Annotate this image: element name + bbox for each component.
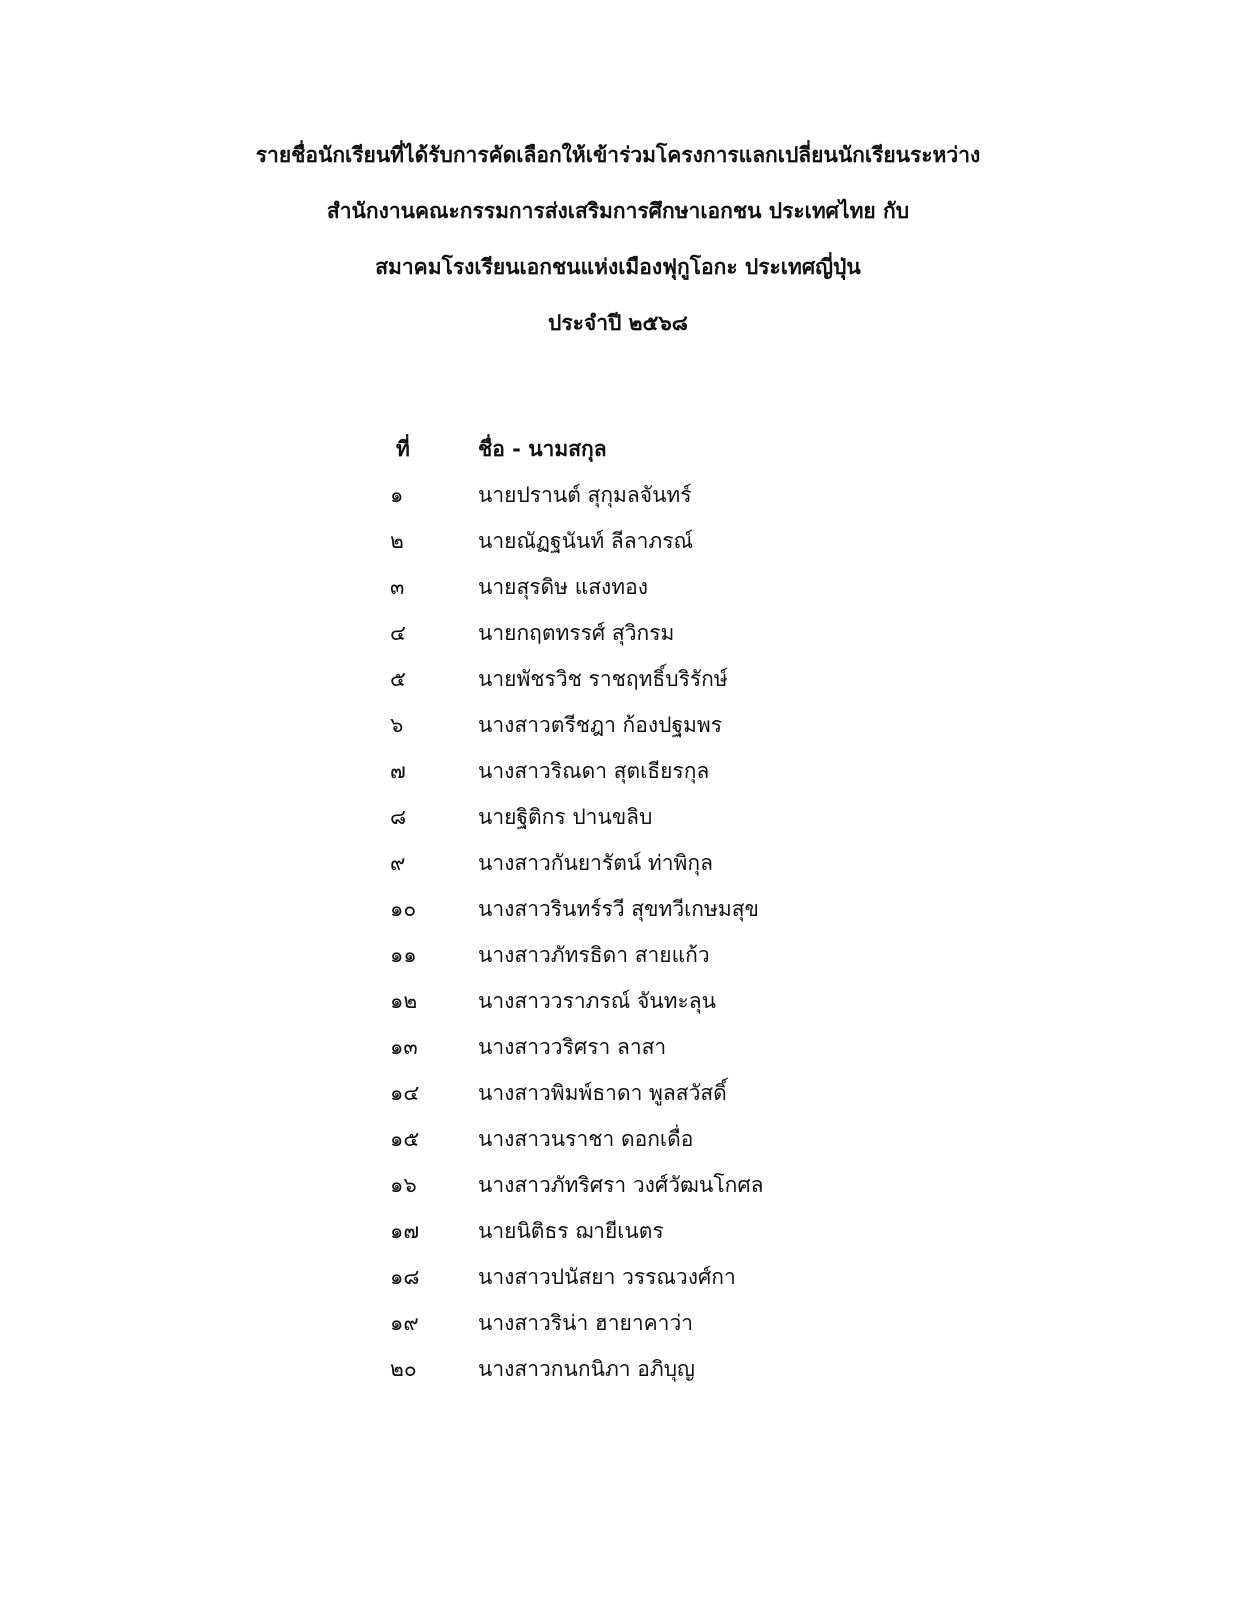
item-number: ๔ <box>390 621 406 645</box>
item-name: นางสาวกนกนิภา อภิบุญ <box>478 1357 695 1381</box>
header-name: ชื่อ - นามสกุล <box>478 437 607 461</box>
item-name: นายพัชรวิช ราชฤทธิ์บริรักษ์ <box>478 667 728 691</box>
item-name: นางสาวภัทริศรา วงศ์วัฒนโกศล <box>478 1173 764 1197</box>
item-name: นางสาวกันยารัตน์ ท่าพิกุล <box>478 851 713 875</box>
item-number: ๑๓ <box>390 1035 418 1059</box>
list-item <box>388 472 908 518</box>
title-line-1: รายชื่อนักเรียนที่ได้รับการคัดเลือกให้เข้าร่วมโครงการแลกเปลี่ยนนักเรียนระหว่าง <box>255 143 981 167</box>
item-name: นายฐิติกร ปานขลิบ <box>478 805 653 829</box>
list-item <box>388 1254 908 1300</box>
item-number: ๙ <box>390 851 406 875</box>
list-item <box>388 1162 908 1208</box>
item-name: นายกฤตทรรศ์ สุวิกรม <box>478 621 675 645</box>
item-name: นายสุรดิษ แสงทอง <box>478 575 649 599</box>
item-number: ๑๖ <box>390 1173 417 1197</box>
item-number: ๓ <box>390 575 405 599</box>
item-number: ๑ <box>390 483 404 507</box>
item-number: ๕ <box>390 667 406 691</box>
list-item <box>388 1208 908 1254</box>
list-item <box>388 794 908 840</box>
list-header <box>388 426 908 472</box>
list-item <box>388 748 908 794</box>
item-name: นางสาวริน่า ฮายาคาว่า <box>478 1311 694 1335</box>
list-item <box>388 886 908 932</box>
item-number: ๑๙ <box>390 1311 419 1335</box>
list-item <box>388 610 908 656</box>
item-name: นางสาววริศรา ลาสา <box>478 1035 667 1059</box>
title-line-3: สมาคมโรงเรียนเอกชนแห่งเมืองฟุกูโอกะ ประเทศญี่ปุ่น <box>375 255 861 279</box>
item-name: นางสาววราภรณ์ จันทะลุน <box>478 989 716 1013</box>
item-number: ๑๕ <box>390 1127 420 1151</box>
item-number: ๑๐ <box>390 897 417 921</box>
item-number: ๑๔ <box>390 1081 420 1105</box>
item-number: ๘ <box>390 805 407 829</box>
list-item <box>388 564 908 610</box>
title-line-2: สำนักงานคณะกรรมการส่งเสริมการศึกษาเอกชน ประเทศไทย กับ <box>326 199 910 223</box>
item-name: นายนิติธร ฌายีเนตร <box>478 1219 664 1243</box>
item-name: นางสาวตรีชฎา ก้องปฐมพร <box>478 713 723 737</box>
item-name: นางสาวปนัสยา วรรณวงศ์กา <box>478 1265 736 1289</box>
list-item <box>388 518 908 564</box>
item-name: นางสาวรินทร์รวี สุขทวีเกษมสุข <box>478 897 759 921</box>
item-name: นางสาวพิมพ์ธาดา พูลสวัสดิ์ <box>478 1081 727 1105</box>
list-item <box>388 656 908 702</box>
list-item <box>388 978 908 1024</box>
list-item <box>388 1116 908 1162</box>
document-title <box>0 142 1236 366</box>
item-number: ๗ <box>390 759 406 783</box>
item-number: ๑๘ <box>390 1265 420 1289</box>
list-item <box>388 1070 908 1116</box>
item-number: ๑๑ <box>390 943 417 967</box>
item-name: นางสาวริณดา สุตเธียรกุล <box>478 759 710 783</box>
item-number: ๒๐ <box>390 1357 417 1381</box>
list-item <box>388 932 908 978</box>
item-number: ๒ <box>390 529 404 553</box>
item-name: นางสาวนราชา ดอกเดื่อ <box>478 1127 694 1151</box>
header-number: ที่ <box>396 437 410 461</box>
item-name: นางสาวภัทรธิดา สายแก้ว <box>478 943 710 967</box>
list-item <box>388 702 908 748</box>
item-name: นายปรานต์ สุกุมลจันทร์ <box>478 483 692 507</box>
item-number: ๖ <box>390 713 404 737</box>
item-number: ๑๗ <box>390 1219 420 1243</box>
list-item <box>388 1024 908 1070</box>
item-name: นายณัฏฐนันท์ ลีลาภรณ์ <box>478 529 693 553</box>
list-item <box>388 1300 908 1346</box>
title-line-4: ประจำปี ๒๕๖๘ <box>548 311 688 335</box>
list-item <box>388 1346 908 1392</box>
list-item <box>388 840 908 886</box>
student-list <box>388 426 908 1392</box>
item-number: ๑๒ <box>390 989 418 1013</box>
